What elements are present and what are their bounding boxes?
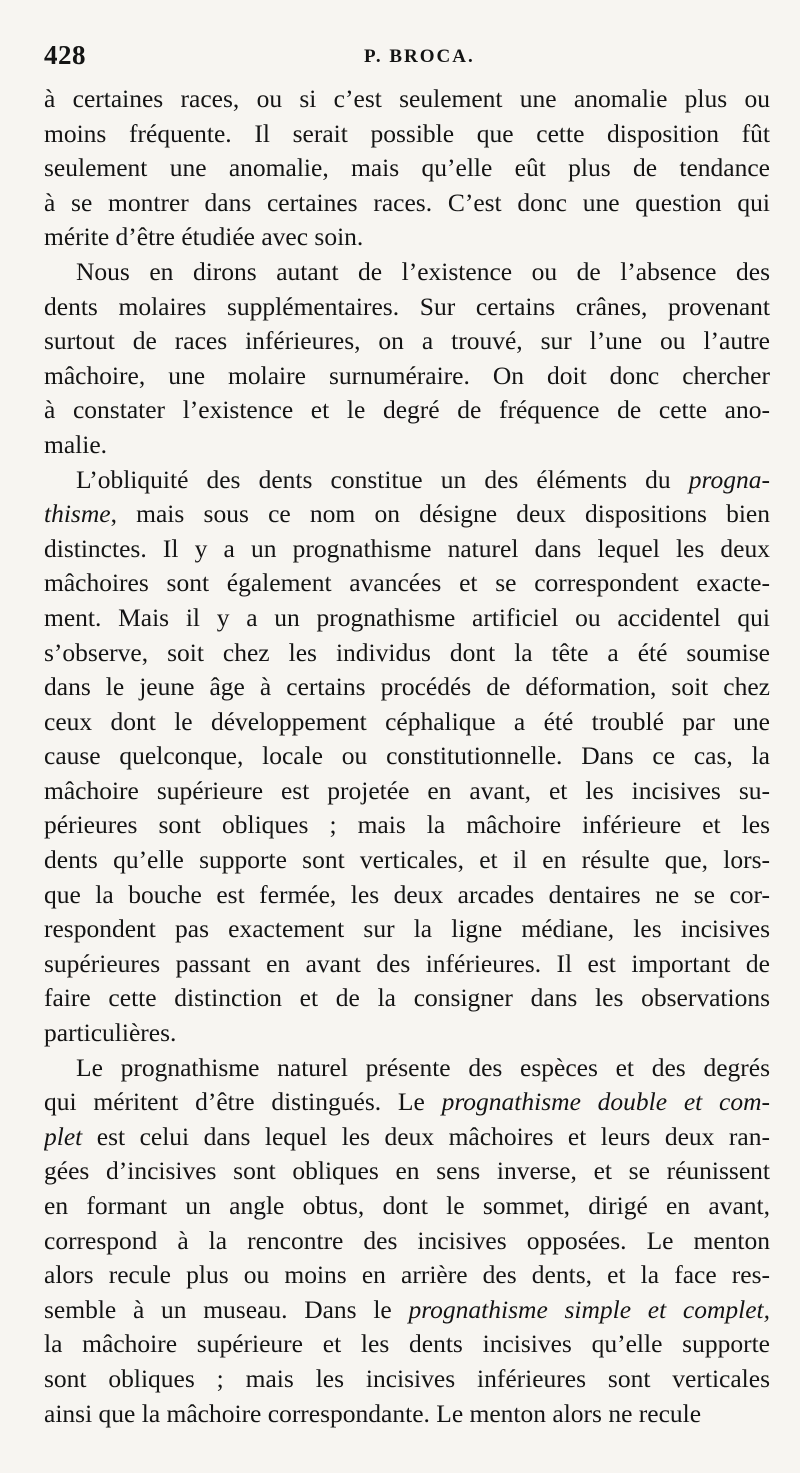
text-line	[44, 220, 770, 255]
text-run: alors recule plus ou moins en arrière des dents, et la face res-	[44, 1260, 770, 1290]
text-run: malie.	[44, 429, 108, 459]
italic-term: prognathisme double et com-	[441, 1087, 770, 1117]
text-line	[44, 1362, 770, 1397]
paragraph	[44, 463, 770, 1051]
text-run: Nous en dirons autant de l’existence ou de l’absence des	[76, 256, 770, 286]
text-line	[44, 1085, 770, 1120]
text-line	[44, 290, 770, 325]
text-line	[44, 324, 770, 359]
text-run: ceux dont le développement céphalique a été troublé par une	[44, 706, 770, 736]
text-run: correspond à la rencontre des incisives opposées. Le menton	[44, 1225, 770, 1255]
text-line	[44, 947, 770, 982]
text-line	[44, 393, 770, 428]
paragraph	[44, 1051, 770, 1432]
text-line	[44, 359, 770, 394]
italic-term: prognathisme simple et complet,	[408, 1294, 770, 1324]
text-line	[44, 912, 770, 947]
text-line	[44, 82, 770, 117]
text-line	[44, 1258, 770, 1293]
text-run: semble à un museau. Dans le	[44, 1294, 409, 1324]
text-run: mérite d’être étudiée avec soin.	[44, 222, 364, 252]
text-run: sont obliques ; mais les incisives inférieures sont verticales	[44, 1363, 770, 1393]
text-line	[44, 566, 770, 601]
text-run: dents qu’elle supporte sont verticales, et il en résulte que, lors-	[44, 845, 770, 875]
text-run: distinctes. Il y a un prognathisme naturel dans lequel les deux	[44, 533, 770, 563]
text-run: que la bouche est fermée, les deux arcades dentaires ne se cor-	[44, 879, 770, 909]
text-line	[44, 1189, 770, 1224]
text-run: Le prognathisme naturel présente des espèces et des degrés	[76, 1052, 770, 1082]
text-run: à constater l’existence et le degré de fréquence de cette ano-	[44, 395, 770, 425]
text-run: supérieures passant en avant des inférieures. Il est important de	[44, 948, 770, 978]
text-run: respondent pas exactement sur la ligne médiane, les incisives	[44, 914, 770, 944]
text-run: qui méritent d’être distingués. Le	[44, 1087, 442, 1117]
text-line	[44, 1397, 770, 1432]
text-run: L’obliquité des dents constitue un des éléments du	[76, 464, 689, 494]
text-run: , mais sous ce nom on désigne deux dispositions bien	[110, 499, 770, 529]
text-line	[44, 1327, 770, 1362]
italic-term: thisme	[44, 499, 111, 529]
text-run: cause quelconque, locale ou constitutionnelle. Dans ce cas, la	[44, 741, 770, 771]
paragraph	[44, 82, 770, 255]
text-run: ainsi que la mâchoire correspondante. Le menton alors ne recule	[44, 1398, 702, 1428]
text-run: gées d’incisives sont obliques en sens inverse, et se réunissent	[44, 1156, 770, 1186]
text-run: s’observe, soit chez les individus dont la tête a été soumise	[44, 637, 770, 667]
text-run: ment. Mais il y a un prognathisme artificiel ou accidentel qui	[44, 602, 770, 632]
text-line	[44, 497, 770, 532]
page-header	[44, 40, 770, 82]
text-run: surtout de races inférieures, on a trouvé, sur l’une ou l’autre	[44, 326, 770, 356]
text-run: à certaines races, ou si c’est seulement une anomalie plus ou	[44, 84, 770, 113]
italic-term: plet	[44, 1121, 83, 1151]
text-run: mâchoires sont également avancées et se correspondent exacte-	[44, 568, 770, 598]
text-line	[44, 774, 770, 809]
text-line	[44, 1120, 770, 1155]
text-line	[44, 428, 770, 463]
text-line	[44, 1154, 770, 1189]
text-line	[44, 532, 770, 567]
text-run: mâchoire supérieure est projetée en avant, et les incisives su-	[44, 775, 770, 805]
text-run: particulières.	[44, 1018, 177, 1048]
text-line	[44, 601, 770, 636]
text-run: la mâchoire supérieure et les dents incisives qu’elle supporte	[44, 1329, 770, 1359]
text-run: est celui dans lequel les deux mâchoires et leurs deux ran-	[82, 1121, 770, 1151]
text-line	[44, 255, 770, 290]
text-line	[44, 1293, 770, 1328]
text-line	[44, 739, 770, 774]
text-run: mâchoire, une molaire surnuméraire. On doit donc chercher	[44, 360, 770, 390]
text-line	[44, 1051, 770, 1086]
body-text	[44, 82, 770, 1431]
text-line	[44, 808, 770, 843]
text-run: périeures sont obliques ; mais la mâchoire inférieure et les	[44, 810, 770, 840]
text-run: à se montrer dans certaines races. C’est donc une question qui	[44, 187, 770, 217]
text-line	[44, 117, 770, 152]
text-line	[44, 670, 770, 705]
text-run: dans le jeune âge à certains procédés de déformation, soit chez	[44, 672, 770, 702]
paragraph	[44, 255, 770, 463]
running-head: P. BROCA.	[364, 46, 475, 67]
text-line	[44, 843, 770, 878]
italic-term: progna-	[688, 464, 770, 494]
text-line	[44, 878, 770, 913]
text-line	[44, 981, 770, 1016]
text-run: en formant un angle obtus, dont le sommet, dirigé en avant,	[44, 1191, 770, 1220]
text-line	[44, 463, 770, 498]
text-line	[44, 186, 770, 221]
text-line	[44, 636, 770, 671]
text-run: dents molaires supplémentaires. Sur certains crânes, provenant	[44, 291, 770, 321]
text-line	[44, 1016, 770, 1051]
text-line	[44, 1224, 770, 1259]
text-line	[44, 705, 770, 740]
text-run: faire cette distinction et de la consigner dans les observations	[44, 983, 770, 1013]
text-run: seulement une anomalie, mais qu’elle eût plus de tendance	[44, 153, 770, 183]
text-line	[44, 151, 770, 186]
text-run: moins fréquente. Il serait possible que cette disposition fût	[44, 118, 770, 148]
page-number: 428	[44, 40, 86, 70]
